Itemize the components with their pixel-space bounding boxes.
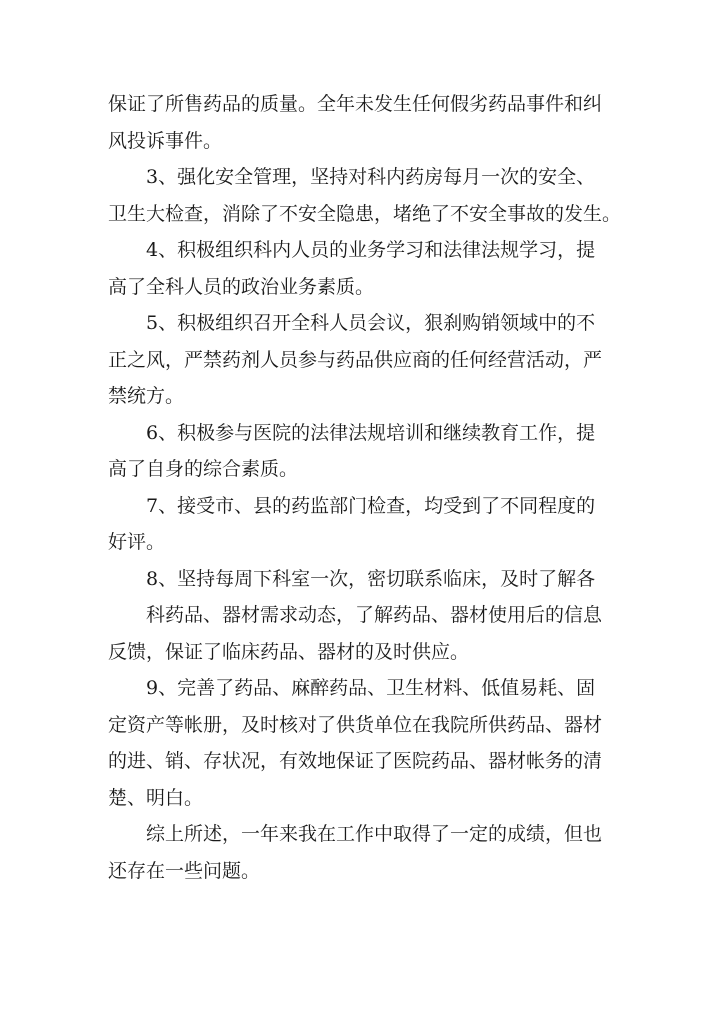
- document-body: [108, 86, 622, 889]
- text-line: 科药品、器材需求动态，了解药品、器材使用后的信息: [146, 604, 603, 626]
- text-line: 3、强化安全管理，坚持对科内药房每月一次的安全、: [146, 166, 596, 188]
- text-line: 5、积极组织召开全科人员会议，狠刹购销领域中的不: [146, 312, 596, 334]
- text-line: 卫生大检查，消除了不安全隐患，堵绝了不安全事故的发生。: [108, 202, 622, 225]
- text-line: 正之风，严禁药剂人员参与药品供应商的任何经营活动，严: [108, 348, 603, 371]
- text-line: 楚、明白。: [108, 786, 204, 809]
- text-line: 7、接受市、县的药监部门检查，均受到了不同程度的: [146, 494, 596, 517]
- text-line: 高了自身的综合素质。: [108, 458, 299, 480]
- text-line: 风投诉事件。: [108, 129, 223, 152]
- text-line: 9、完善了药品、麻醉药品、卫生材料、低值易耗、固: [146, 677, 596, 699]
- text-line: 4、积极组织科内人员的业务学习和法律法规学习，提: [146, 239, 596, 261]
- text-line: 综上所述，一年来我在工作中取得了一定的成绩，但也: [146, 823, 603, 845]
- text-line: 8、坚持每周下科室一次，密切联系临床，及时了解各: [146, 567, 596, 590]
- text-line: 的进、销、存状况，有效地保证了医院药品、器材帐务的清: [108, 750, 603, 772]
- text-line: 还存在一些问题。: [108, 859, 261, 882]
- text-line: 好评。: [108, 531, 166, 553]
- text-line: 禁统方。: [108, 385, 185, 407]
- text-line: 保证了所售药品的质量。全年未发生任何假劣药品事件和纠: [108, 93, 603, 115]
- text-line: 定资产等帐册，及时核对了供货单位在我院所供药品、器材: [108, 713, 603, 736]
- text-line: 反馈，保证了临床药品、器材的及时供应。: [108, 640, 470, 663]
- text-line: 高了全科人员的政治业务素质。: [108, 275, 375, 298]
- text-line: 6、积极参与医院的法律法规培训和继续教育工作，提: [146, 421, 596, 444]
